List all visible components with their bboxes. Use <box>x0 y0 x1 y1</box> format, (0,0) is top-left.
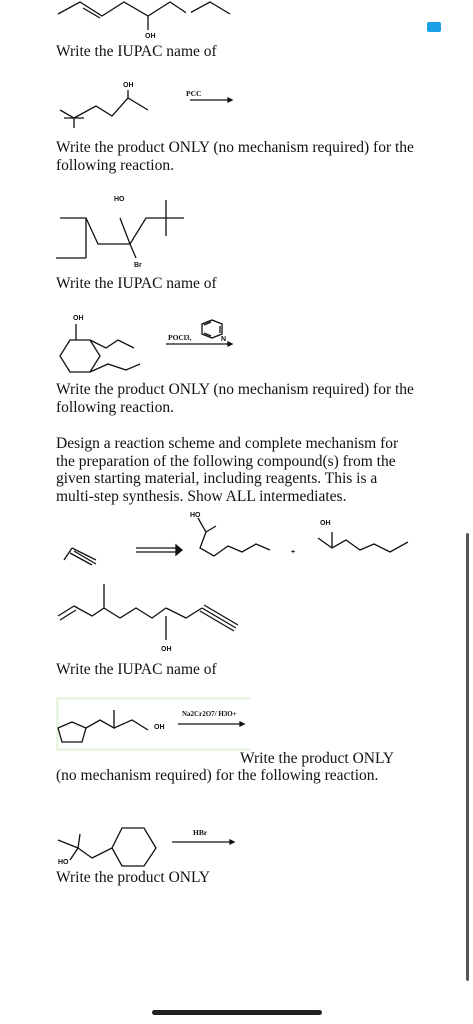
q2-oh-label: OH <box>123 82 134 89</box>
q2-prompt: Write the product ONLY (no mechanism required) for the following reaction. <box>56 139 414 174</box>
home-indicator[interactable] <box>152 1010 322 1015</box>
q5-prompt: Design a reaction scheme and complete mechanism for the preparation of the following compound(s) from the given starting material, including reagents. This is a multi-step synthesis. Show ALL intermediates. <box>56 435 399 505</box>
q7-prompt-a: Write the product ONLY <box>240 750 395 767</box>
molecule-q5 <box>56 508 426 568</box>
molecule-q4 <box>56 318 246 378</box>
q4-cyclohexane <box>60 340 100 372</box>
q8-ho-label: HO <box>58 859 69 866</box>
q1-ring-o-gap <box>186 10 191 17</box>
notification-badge[interactable] <box>427 22 441 32</box>
molecule-q1 <box>50 0 240 32</box>
q4-oh-label: OH <box>73 315 84 322</box>
pyridine-ring <box>202 320 222 338</box>
q4-reagent: POCl3, <box>168 333 192 342</box>
q6-prompt: Write the IUPAC name of <box>56 661 217 678</box>
q6-oh-label: OH <box>161 646 172 653</box>
q3-backbone <box>60 218 166 244</box>
q6-triple-bond <box>202 608 236 628</box>
q2-reagent: PCC <box>186 89 202 98</box>
molecule-q6 <box>56 578 246 652</box>
q7-cyclopentane <box>58 722 86 742</box>
q5-ho-label: HO <box>190 512 201 519</box>
molecule-q2 <box>56 88 246 132</box>
q5-plus: + <box>291 549 296 556</box>
vertical-scrollbar[interactable] <box>466 533 469 981</box>
q4-prompt: Write the product ONLY (no mechanism required) for the following reaction. <box>56 381 414 416</box>
q5-oh-label: OH <box>320 520 331 527</box>
q4-pyridine-n: N <box>221 336 227 343</box>
q5-product-a <box>198 518 270 556</box>
q3-ho-label: HO <box>114 196 125 203</box>
q7-prompt-b: (no mechanism required) for the following reaction. <box>56 767 379 784</box>
q7-oh-label: OH <box>154 724 165 731</box>
q1-prompt: Write the IUPAC name of <box>56 43 217 60</box>
q8-reagent: HBr <box>193 828 208 837</box>
q7-reagent: Na2Cr2O7/ H3O+ <box>182 710 237 718</box>
q3-prompt: Write the IUPAC name of <box>56 275 217 292</box>
molecule-q8 <box>56 820 246 870</box>
molecule-q7 <box>56 700 250 750</box>
q1-oh-label: OH <box>145 33 156 40</box>
q3-br-label: Br <box>134 262 142 269</box>
q2-chain <box>60 110 74 128</box>
molecule-q3 <box>56 196 196 266</box>
q8-prompt: Write the product ONLY <box>56 869 211 886</box>
q8-cyclohexane <box>112 828 156 866</box>
